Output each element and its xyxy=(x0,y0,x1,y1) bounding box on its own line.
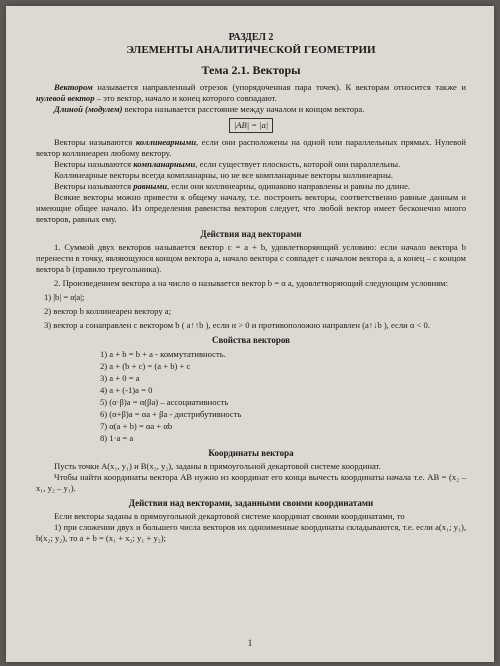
page-content xyxy=(36,32,466,544)
coordinates-paragraph-vector: Чтобы найти координаты вектора AB нужно из координат его конца вычесть координаты начала т.е. AB = (x₂ – x₁, y₂ – y₁). xyxy=(36,472,466,493)
product-condition-2: 2) вектор b коллинеарен вектору a; xyxy=(44,306,171,316)
coordinate-actions-intro: Если векторы заданы в прямоугольной декартовой системе координат своими координатами, то xyxy=(54,511,405,521)
properties-heading: Свойства векторов xyxy=(212,335,290,345)
property-item: 3) a + 0 = a xyxy=(100,373,140,383)
section-title: ЭЛЕМЕНТЫ АНАЛИТИЧЕСКОЙ ГЕОМЕТРИИ xyxy=(126,44,376,56)
property-item: 5) (α·β)a = α(βa) – ассоциативность xyxy=(100,397,229,407)
product-condition-3: 3) вектор a сонаправлен с вектором b ( a↑↑b ), если α > 0 и противоположно направлен (a↑↓b ), если α < 0. xyxy=(44,320,430,330)
intro-paragraph-relation: Коллинеарные векторы всегда компланарны, но не все компланарные векторы коллинеарны. xyxy=(54,170,394,180)
intro-paragraph-equal: Векторы называются равными, если они коллинеарны, одинаково направлены и равны по длине. xyxy=(54,181,411,191)
actions-sum: 1. Суммой двух векторов называется вектор c = a + b, удовлетворяющий условию: если начало вектора b перенести в точку, являющуюся концом вектора a, начало вектора c совпадет с началом вектора a, а конец – с концом вектора b (правило треугольника). xyxy=(36,242,466,274)
intro-paragraph-common-origin: Всякие векторы можно привести к общему началу, т.е. построить векторы, соответственно равные данным и имеющие общее начало. Из определения равенства векторов следует, что любой вектор имеет бесконечно много векторов, равных ему. xyxy=(36,192,466,224)
length-formula: |AB| = |a| xyxy=(36,118,466,133)
property-item: 4) a + (-1)a = 0 xyxy=(100,385,153,395)
intro-paragraph-vector: Вектором называется направленный отрезок (упорядоченная пара точек). К векторам относится также и нулевой вектор – это вектор, начало и конец которого совпадают. xyxy=(36,82,466,103)
property-item: 2) a + (b + c) = (a + b) + c xyxy=(100,361,191,371)
coordinate-actions-heading: Действия над векторами, заданными своими координатами xyxy=(128,498,374,508)
actions-heading: Действия над векторами xyxy=(200,229,302,239)
page-number: 1 xyxy=(247,638,253,648)
property-item: 6) (α+β)a = αa + βa - дистрибутивность xyxy=(100,409,242,419)
product-condition-1: 1) |b| = α|a|; xyxy=(44,292,85,302)
section-label: РАЗДЕЛ 2 xyxy=(228,32,274,43)
intro-paragraph-collinear: Векторы называются коллинеарными, если они расположены на одной или параллельных прямых. Нулевой вектор коллинеарен любому вектору. xyxy=(36,137,466,158)
intro-paragraph-length: Длиной (модулем) вектора называется расстояние между началом и концом вектора. xyxy=(54,104,365,114)
coordinates-heading: Координаты вектора xyxy=(208,448,294,458)
intro-paragraph-coplanar: Векторы называются компланарными, если существует плоскость, которой они параллельны. xyxy=(54,159,401,169)
topic-title: Тема 2.1. Векторы xyxy=(201,63,301,77)
coordinate-actions-sum: 1) при сложении двух и большего числа векторов их одноименные координаты складываются, т.е. если a(x₁; y₁), b(x₂; y₂), то a + b = (x₁ + x₂; y₁ + y₂); xyxy=(36,522,466,543)
document-page xyxy=(6,6,494,662)
coordinates-paragraph-points: Пусть точки A(x₁, y₁) и B(x₂, y₂), заданы в прямоугольной декартовой системе координат. xyxy=(54,461,381,471)
property-item: 8) 1·a = a xyxy=(100,433,134,443)
actions-product: 2. Произведением вектора a на число α называется вектор b = α a, удовлетворяющий следующим условиям: xyxy=(54,278,448,288)
property-item: 7) α(a + b) = αa + αb xyxy=(100,421,173,431)
property-item: 1) a + b = b + a - коммутативность. xyxy=(100,349,226,359)
